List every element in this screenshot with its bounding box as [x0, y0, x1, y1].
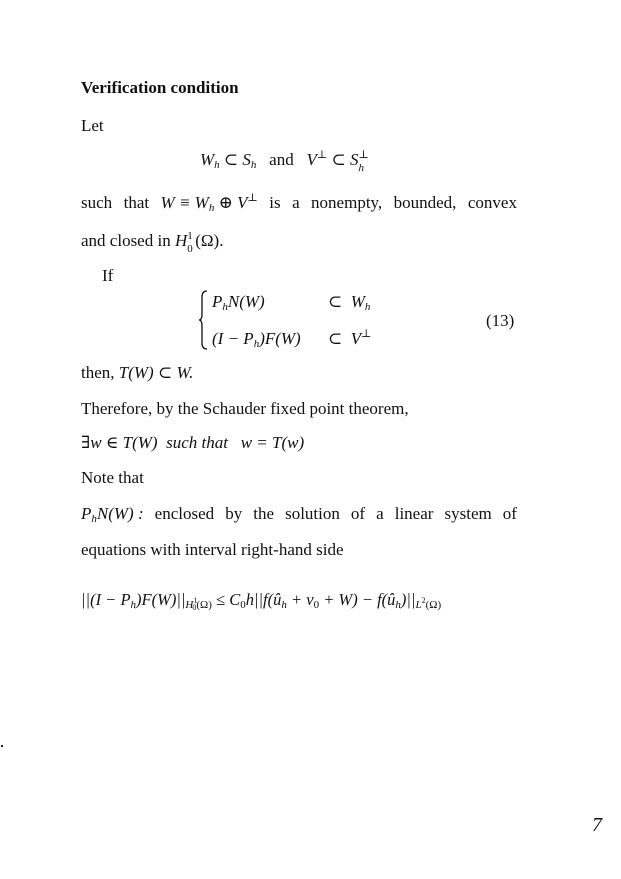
word: linear	[394, 504, 434, 523]
w-subscript: h	[214, 159, 220, 171]
let-text: Let	[81, 116, 104, 135]
such-that-line	[81, 193, 517, 213]
w-symbol: W	[200, 150, 215, 169]
s-subscript: h	[250, 159, 257, 171]
h10-norm-subscript: H10(Ω)	[185, 596, 212, 612]
word: a	[292, 193, 300, 212]
word: nonempty,	[311, 193, 383, 212]
word: by	[225, 504, 243, 523]
word: enclosed	[154, 504, 215, 523]
closed-in-line	[81, 230, 224, 255]
h-scripts: 1 0	[187, 230, 193, 255]
word: of	[350, 504, 366, 523]
word: convex	[467, 193, 517, 212]
h-symbol: H	[174, 231, 188, 250]
therefore-line: Therefore, by the Schauder fixed point theorem,	[81, 399, 409, 418]
word: system	[444, 504, 492, 523]
margin-dot	[1, 745, 3, 747]
page-number: 7	[592, 814, 602, 836]
equation-number: (13)	[486, 311, 515, 330]
word: the	[253, 504, 275, 523]
word: a	[376, 504, 384, 523]
word: of	[502, 504, 517, 523]
if-text: If	[102, 266, 114, 285]
omega-text: (Ω).	[195, 231, 224, 250]
note-that-line: Note that	[81, 468, 144, 487]
exists-line: ∃w ∈ T(W) such that w = T(w)	[81, 433, 305, 452]
s-perp-symbol: S	[349, 150, 359, 169]
left-brace-icon	[198, 290, 208, 350]
word: such	[81, 193, 113, 212]
system-row-2: $(I - P_h)F(W)$	[212, 329, 301, 350]
word: is	[269, 193, 281, 212]
system-row-1: $P_hN(W)$	[212, 292, 265, 313]
word: that	[123, 193, 150, 212]
condition-formula	[200, 149, 369, 174]
v-perp: ⊥	[316, 149, 328, 161]
l2-norm-subscript: L2(Ω)	[415, 596, 442, 611]
w-equiv-formula: $W \equiv W_h$ ⊕ V⊥	[160, 192, 258, 214]
system-row-1-rel: ⊂ $W_h$	[328, 292, 371, 313]
subset-symbol: ⊂	[223, 150, 239, 169]
v-symbol: V	[306, 150, 317, 169]
enclosed-line	[81, 504, 517, 524]
section-heading: Verification condition	[81, 78, 239, 97]
inequality-formula: $||(I - P_h)F(W)||_{H^10(\Omega)}$ ≤ $C_0h||f(û_h + v_0 + W)$ − $f(û_h)||_{L^2(\Omega)}$	[81, 590, 442, 612]
word: solution	[285, 504, 340, 523]
then-line: then, T(W) ⊂ W.	[81, 363, 194, 382]
s-symbol: S	[242, 150, 251, 169]
system-row-2-rel: ⊂ V⊥	[328, 328, 372, 348]
word: bounded,	[393, 193, 457, 212]
pn-formula: $P_hN(W)$ :	[81, 504, 144, 525]
and-word: and	[269, 150, 294, 169]
closed-in-text: and closed in	[81, 231, 171, 250]
equations-line: equations with interval right-hand side	[81, 540, 344, 559]
subset-symbol-2: ⊂	[331, 150, 346, 169]
s-perp-scripts: ⊥ h	[358, 149, 369, 174]
